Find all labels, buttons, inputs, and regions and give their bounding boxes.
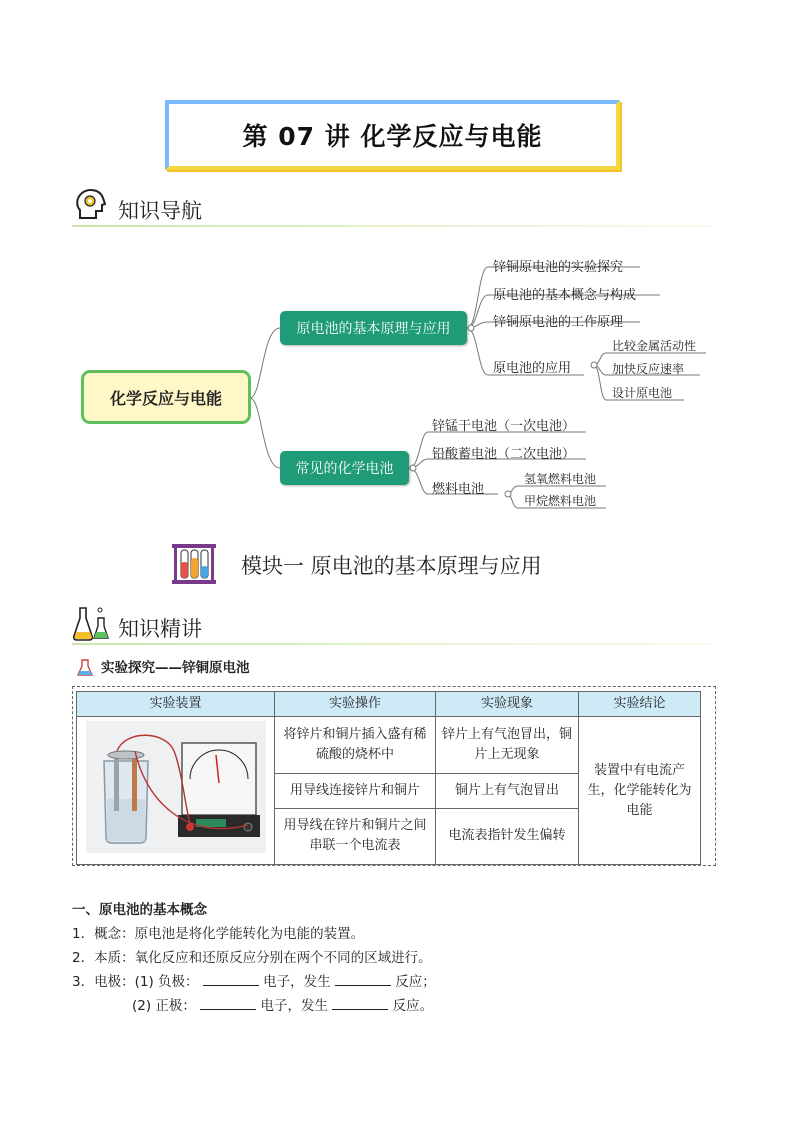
leaf-principle: 锌铜原电池的工作原理 <box>493 315 624 330</box>
negative-electrode-label: 3．电极：(1) 负极： <box>72 974 199 990</box>
electron-text: 电子，发生 <box>260 998 329 1014</box>
conclusion-cell: 装置中有电流产生，化学能转化为电能 <box>579 717 701 865</box>
header-apparatus: 实验装置 <box>77 692 275 717</box>
section-lecture-title: 知识精讲 <box>118 617 202 641</box>
branch-chemical-label: 常见的化学电池 <box>295 461 394 477</box>
section-lecture-divider <box>72 643 712 645</box>
apparatus-picture <box>86 721 266 853</box>
leaf-hydrogen-oxygen: 氢氧燃料电池 <box>524 472 597 486</box>
leaf-compare-metals: 比较金属活动性 <box>612 339 697 353</box>
row2-operation: 用导线连接锌片和铜片 <box>275 773 436 808</box>
title-box <box>165 100 620 170</box>
head-gear-icon <box>72 186 110 224</box>
header-conclusion: 实验结论 <box>579 692 701 717</box>
blank-field[interactable] <box>332 995 388 1010</box>
reaction-text: 反应。 <box>392 998 434 1014</box>
section-nav-title: 知识导航 <box>118 199 202 223</box>
leaf-concept: 原电池的基本概念与构成 <box>493 288 637 303</box>
mindmap-branch-chemical-cells <box>280 451 409 485</box>
branch-primary-label: 原电池的基本原理与应用 <box>296 321 451 337</box>
positive-electrode-label: (2) 正极： <box>132 998 196 1014</box>
leaf-lead-acid: 铅酸蓄电池（二次电池） <box>432 447 576 462</box>
leaf-methane: 甲烷燃料电池 <box>524 494 597 508</box>
test-tubes-icon <box>170 540 218 586</box>
row3-observation: 电流表指针发生偏转 <box>436 808 579 865</box>
leaf-experiment: 锌铜原电池的实验探究 <box>493 260 624 275</box>
leaf-speed-reaction: 加快反应速率 <box>612 362 685 376</box>
experiment-heading: 实验探究——锌铜原电池 <box>101 660 250 676</box>
blank-field[interactable] <box>203 971 259 986</box>
mindmap-branch-primary-cell <box>280 311 467 345</box>
apparatus-cell <box>77 717 275 865</box>
mindmap-root-label: 化学反应与电能 <box>109 388 222 408</box>
header-operation: 实验操作 <box>275 692 436 717</box>
leaf-dry-cell: 锌锰干电池（一次电池） <box>432 419 576 434</box>
page-title: 第 07 讲 化学反应与电能 <box>242 122 543 151</box>
concepts-heading: 一、原电池的基本概念 <box>72 902 207 918</box>
concept-line-4 <box>132 995 433 1017</box>
row1-observation: 锌片上有气泡冒出，铜片上无现象 <box>436 717 579 774</box>
blank-field[interactable] <box>335 971 391 986</box>
section-nav-divider <box>72 225 712 227</box>
leaf-application: 原电池的应用 <box>493 361 572 376</box>
flask-icon <box>72 604 110 642</box>
section-nav-header <box>72 186 202 224</box>
row2-observation: 铜片上有气泡冒出 <box>436 773 579 808</box>
experiment-table <box>76 691 701 865</box>
row3-operation: 用导线在锌片和铜片之间串联一个电流表 <box>275 808 436 865</box>
reaction-text: 反应； <box>395 974 436 990</box>
beaker-icon <box>75 658 95 678</box>
section-lecture-header <box>72 604 202 642</box>
module-title: 模块一 原电池的基本原理与应用 <box>241 554 542 578</box>
row1-operation: 将锌片和铜片插入盛有稀硫酸的烧杯中 <box>275 717 436 774</box>
concept-line-3 <box>72 971 436 993</box>
header-observation: 实验现象 <box>436 692 579 717</box>
concept-line-1: 1．概念：原电池是将化学能转化为电能的装置。 <box>72 926 365 942</box>
blank-field[interactable] <box>200 995 256 1010</box>
table-row <box>77 717 701 774</box>
table-header-row <box>77 692 701 717</box>
electron-text: 电子，发生 <box>263 974 331 990</box>
leaf-fuel-cell: 燃料电池 <box>432 482 485 497</box>
mindmap-root <box>81 370 251 424</box>
leaf-design-cell: 设计原电池 <box>612 386 673 400</box>
concept-line-2: 2．本质：氧化反应和还原反应分别在两个不同的区域进行。 <box>72 950 432 966</box>
